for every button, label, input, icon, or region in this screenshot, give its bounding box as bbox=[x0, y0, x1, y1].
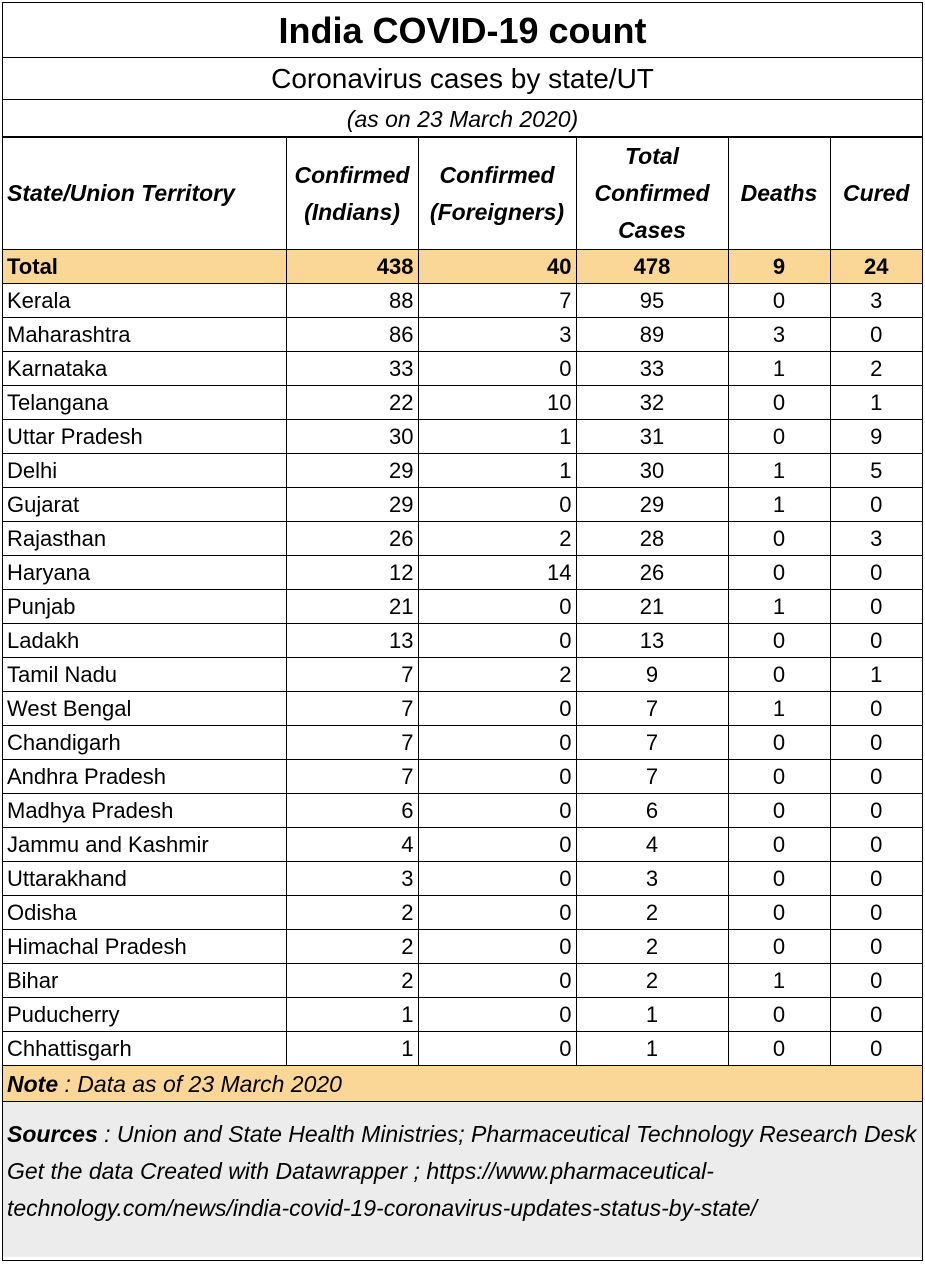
col-header-cured: Cured bbox=[830, 138, 922, 250]
sources-block bbox=[3, 1102, 922, 1257]
total-deaths: 9 bbox=[728, 250, 830, 284]
covid-table-sheet bbox=[2, 2, 923, 1261]
confirmed-foreigners-cell: 3 bbox=[418, 318, 576, 352]
confirmed-foreigners-cell: 0 bbox=[418, 896, 576, 930]
total-confirmed-cell: 32 bbox=[576, 386, 728, 420]
cured-cell: 0 bbox=[830, 726, 922, 760]
total-confirmed-cell: 31 bbox=[576, 420, 728, 454]
confirmed-indians-cell: 30 bbox=[286, 420, 418, 454]
state-name-cell: Punjab bbox=[3, 590, 286, 624]
confirmed-foreigners-cell: 2 bbox=[418, 522, 576, 556]
confirmed-foreigners-cell: 0 bbox=[418, 930, 576, 964]
cured-cell: 0 bbox=[830, 488, 922, 522]
col-header-state: State/Union Territory bbox=[3, 138, 286, 250]
total-confirmed-cell: 4 bbox=[576, 828, 728, 862]
state-name-cell: Madhya Pradesh bbox=[3, 794, 286, 828]
cured-cell: 0 bbox=[830, 896, 922, 930]
sources-label: Sources bbox=[7, 1121, 98, 1147]
deaths-cell: 3 bbox=[728, 318, 830, 352]
confirmed-indians-cell: 7 bbox=[286, 658, 418, 692]
cured-cell: 0 bbox=[830, 624, 922, 658]
confirmed-indians-cell: 21 bbox=[286, 590, 418, 624]
header-row bbox=[3, 138, 922, 250]
confirmed-foreigners-cell: 1 bbox=[418, 454, 576, 488]
table-row bbox=[3, 760, 922, 794]
deaths-cell: 0 bbox=[728, 420, 830, 454]
cured-cell: 0 bbox=[830, 964, 922, 998]
sources-text: : Union and State Health Ministries; Pharmaceutical Technology Research Desk Get the data Created with Datawrapper ; https://www.pharmaceutical-technology.com/news/india-covid-19-coronavirus-updates-status-by-state/ bbox=[7, 1121, 917, 1221]
deaths-cell: 0 bbox=[728, 794, 830, 828]
confirmed-indians-cell: 22 bbox=[286, 386, 418, 420]
confirmed-foreigners-cell: 0 bbox=[418, 488, 576, 522]
confirmed-indians-cell: 26 bbox=[286, 522, 418, 556]
deaths-cell: 0 bbox=[728, 658, 830, 692]
state-name-cell: Puducherry bbox=[3, 998, 286, 1032]
confirmed-indians-cell: 88 bbox=[286, 284, 418, 318]
deaths-cell: 0 bbox=[728, 828, 830, 862]
total-confirmed-cell: 1 bbox=[576, 998, 728, 1032]
state-name-cell: Andhra Pradesh bbox=[3, 760, 286, 794]
cured-cell: 0 bbox=[830, 556, 922, 590]
confirmed-indians-cell: 1 bbox=[286, 1032, 418, 1066]
deaths-cell: 1 bbox=[728, 590, 830, 624]
state-name-cell: Haryana bbox=[3, 556, 286, 590]
table-row bbox=[3, 1032, 922, 1066]
confirmed-foreigners-cell: 14 bbox=[418, 556, 576, 590]
confirmed-foreigners-cell: 0 bbox=[418, 624, 576, 658]
total-confirmed-cell: 7 bbox=[576, 726, 728, 760]
confirmed-foreigners-cell: 10 bbox=[418, 386, 576, 420]
table-row bbox=[3, 352, 922, 386]
confirmed-foreigners-cell: 0 bbox=[418, 998, 576, 1032]
total-confirmed-cell: 2 bbox=[576, 896, 728, 930]
total-confirmed-cell: 95 bbox=[576, 284, 728, 318]
page-title: India COVID-19 count bbox=[3, 3, 922, 58]
cases-table bbox=[3, 138, 922, 1066]
total-confirmed-cell: 9 bbox=[576, 658, 728, 692]
cured-cell: 0 bbox=[830, 794, 922, 828]
state-name-cell: Uttarakhand bbox=[3, 862, 286, 896]
total-confirmed-cell: 28 bbox=[576, 522, 728, 556]
confirmed-foreigners-cell: 0 bbox=[418, 590, 576, 624]
cured-cell: 0 bbox=[830, 998, 922, 1032]
note-text: : Data as of 23 March 2020 bbox=[58, 1071, 342, 1097]
col-header-deaths: Deaths bbox=[728, 138, 830, 250]
confirmed-indians-cell: 7 bbox=[286, 760, 418, 794]
deaths-cell: 0 bbox=[728, 998, 830, 1032]
confirmed-foreigners-cell: 0 bbox=[418, 964, 576, 998]
state-name-cell: Gujarat bbox=[3, 488, 286, 522]
deaths-cell: 0 bbox=[728, 760, 830, 794]
cured-cell: 1 bbox=[830, 658, 922, 692]
confirmed-indians-cell: 3 bbox=[286, 862, 418, 896]
state-name-cell: Ladakh bbox=[3, 624, 286, 658]
confirmed-foreigners-cell: 0 bbox=[418, 692, 576, 726]
cured-cell: 0 bbox=[830, 590, 922, 624]
page-subtitle: Coronavirus cases by state/UT bbox=[3, 58, 922, 100]
state-name-cell: Bihar bbox=[3, 964, 286, 998]
state-name-cell: West Bengal bbox=[3, 692, 286, 726]
table-row bbox=[3, 590, 922, 624]
deaths-cell: 1 bbox=[728, 964, 830, 998]
table-row bbox=[3, 862, 922, 896]
cured-cell: 3 bbox=[830, 522, 922, 556]
cured-cell: 0 bbox=[830, 318, 922, 352]
confirmed-indians-cell: 29 bbox=[286, 488, 418, 522]
confirmed-indians-cell: 33 bbox=[286, 352, 418, 386]
confirmed-foreigners-cell: 0 bbox=[418, 760, 576, 794]
state-name-cell: Telangana bbox=[3, 386, 286, 420]
deaths-cell: 0 bbox=[728, 556, 830, 590]
cured-cell: 3 bbox=[830, 284, 922, 318]
state-name-cell: Himachal Pradesh bbox=[3, 930, 286, 964]
table-row bbox=[3, 522, 922, 556]
total-confirmed-cell: 2 bbox=[576, 930, 728, 964]
total-row bbox=[3, 250, 922, 284]
confirmed-indians-cell: 13 bbox=[286, 624, 418, 658]
total-confirmed-cell: 1 bbox=[576, 1032, 728, 1066]
confirmed-indians-cell: 29 bbox=[286, 454, 418, 488]
confirmed-indians-cell: 4 bbox=[286, 828, 418, 862]
confirmed-indians-cell: 86 bbox=[286, 318, 418, 352]
table-row bbox=[3, 454, 922, 488]
deaths-cell: 1 bbox=[728, 692, 830, 726]
total-confirmed-cell: 33 bbox=[576, 352, 728, 386]
cured-cell: 0 bbox=[830, 862, 922, 896]
state-name-cell: Jammu and Kashmir bbox=[3, 828, 286, 862]
table-row bbox=[3, 386, 922, 420]
table-row bbox=[3, 828, 922, 862]
confirmed-foreigners-cell: 0 bbox=[418, 352, 576, 386]
table-row bbox=[3, 624, 922, 658]
total-confirmed-cell: 3 bbox=[576, 862, 728, 896]
table-row bbox=[3, 964, 922, 998]
total-confirmed-cell: 21 bbox=[576, 590, 728, 624]
confirmed-indians-cell: 2 bbox=[286, 896, 418, 930]
table-row bbox=[3, 318, 922, 352]
table-row bbox=[3, 488, 922, 522]
confirmed-indians-cell: 6 bbox=[286, 794, 418, 828]
confirmed-indians-cell: 1 bbox=[286, 998, 418, 1032]
table-row bbox=[3, 658, 922, 692]
deaths-cell: 1 bbox=[728, 352, 830, 386]
deaths-cell: 1 bbox=[728, 454, 830, 488]
confirmed-indians-cell: 2 bbox=[286, 964, 418, 998]
table-row bbox=[3, 998, 922, 1032]
total-confirmed-cell: 29 bbox=[576, 488, 728, 522]
total-confirmed: 478 bbox=[576, 250, 728, 284]
note-label: Note bbox=[7, 1071, 59, 1097]
confirmed-indians-cell: 7 bbox=[286, 726, 418, 760]
total-confirmed-cell: 6 bbox=[576, 794, 728, 828]
confirmed-foreigners-cell: 1 bbox=[418, 420, 576, 454]
cured-cell: 5 bbox=[830, 454, 922, 488]
table-row bbox=[3, 556, 922, 590]
deaths-cell: 0 bbox=[728, 862, 830, 896]
deaths-cell: 0 bbox=[728, 930, 830, 964]
state-name-cell: Chandigarh bbox=[3, 726, 286, 760]
deaths-cell: 0 bbox=[728, 284, 830, 318]
cured-cell: 0 bbox=[830, 930, 922, 964]
col-header-confirmed-foreigners: Confirmed (Foreigners) bbox=[418, 138, 576, 250]
confirmed-foreigners-cell: 0 bbox=[418, 726, 576, 760]
total-confirmed-cell: 7 bbox=[576, 760, 728, 794]
deaths-cell: 0 bbox=[728, 624, 830, 658]
state-name-cell: Chhattisgarh bbox=[3, 1032, 286, 1066]
state-name-cell: Maharashtra bbox=[3, 318, 286, 352]
deaths-cell: 0 bbox=[728, 522, 830, 556]
confirmed-foreigners-cell: 0 bbox=[418, 794, 576, 828]
col-header-total-confirmed: Total Confirmed Cases bbox=[576, 138, 728, 250]
table-row bbox=[3, 794, 922, 828]
note-row bbox=[3, 1066, 922, 1102]
deaths-cell: 1 bbox=[728, 488, 830, 522]
state-name-cell: Odisha bbox=[3, 896, 286, 930]
state-name-cell: Uttar Pradesh bbox=[3, 420, 286, 454]
total-confirmed-cell: 26 bbox=[576, 556, 728, 590]
confirmed-indians-cell: 12 bbox=[286, 556, 418, 590]
cured-cell: 0 bbox=[830, 692, 922, 726]
table-row bbox=[3, 284, 922, 318]
confirmed-indians-cell: 7 bbox=[286, 692, 418, 726]
table-row bbox=[3, 692, 922, 726]
deaths-cell: 0 bbox=[728, 896, 830, 930]
cured-cell: 0 bbox=[830, 828, 922, 862]
cured-cell: 0 bbox=[830, 760, 922, 794]
state-name-cell: Kerala bbox=[3, 284, 286, 318]
state-name-cell: Delhi bbox=[3, 454, 286, 488]
cured-cell: 2 bbox=[830, 352, 922, 386]
confirmed-foreigners-cell: 0 bbox=[418, 1032, 576, 1066]
total-confirmed-cell: 13 bbox=[576, 624, 728, 658]
confirmed-foreigners-cell: 7 bbox=[418, 284, 576, 318]
confirmed-foreigners-cell: 0 bbox=[418, 828, 576, 862]
total-cured: 24 bbox=[830, 250, 922, 284]
total-foreigners: 40 bbox=[418, 250, 576, 284]
table-row bbox=[3, 726, 922, 760]
state-name-cell: Karnataka bbox=[3, 352, 286, 386]
confirmed-foreigners-cell: 2 bbox=[418, 658, 576, 692]
table-row bbox=[3, 420, 922, 454]
total-indians: 438 bbox=[286, 250, 418, 284]
as-of-date: (as on 23 March 2020) bbox=[3, 100, 922, 138]
deaths-cell: 0 bbox=[728, 1032, 830, 1066]
total-confirmed-cell: 30 bbox=[576, 454, 728, 488]
total-confirmed-cell: 7 bbox=[576, 692, 728, 726]
total-confirmed-cell: 2 bbox=[576, 964, 728, 998]
total-label: Total bbox=[3, 250, 286, 284]
cured-cell: 9 bbox=[830, 420, 922, 454]
total-confirmed-cell: 89 bbox=[576, 318, 728, 352]
confirmed-indians-cell: 2 bbox=[286, 930, 418, 964]
state-name-cell: Rajasthan bbox=[3, 522, 286, 556]
state-name-cell: Tamil Nadu bbox=[3, 658, 286, 692]
cured-cell: 1 bbox=[830, 386, 922, 420]
table-row bbox=[3, 896, 922, 930]
col-header-confirmed-indians: Confirmed (Indians) bbox=[286, 138, 418, 250]
deaths-cell: 0 bbox=[728, 386, 830, 420]
deaths-cell: 0 bbox=[728, 726, 830, 760]
cured-cell: 0 bbox=[830, 1032, 922, 1066]
confirmed-foreigners-cell: 0 bbox=[418, 862, 576, 896]
table-row bbox=[3, 930, 922, 964]
